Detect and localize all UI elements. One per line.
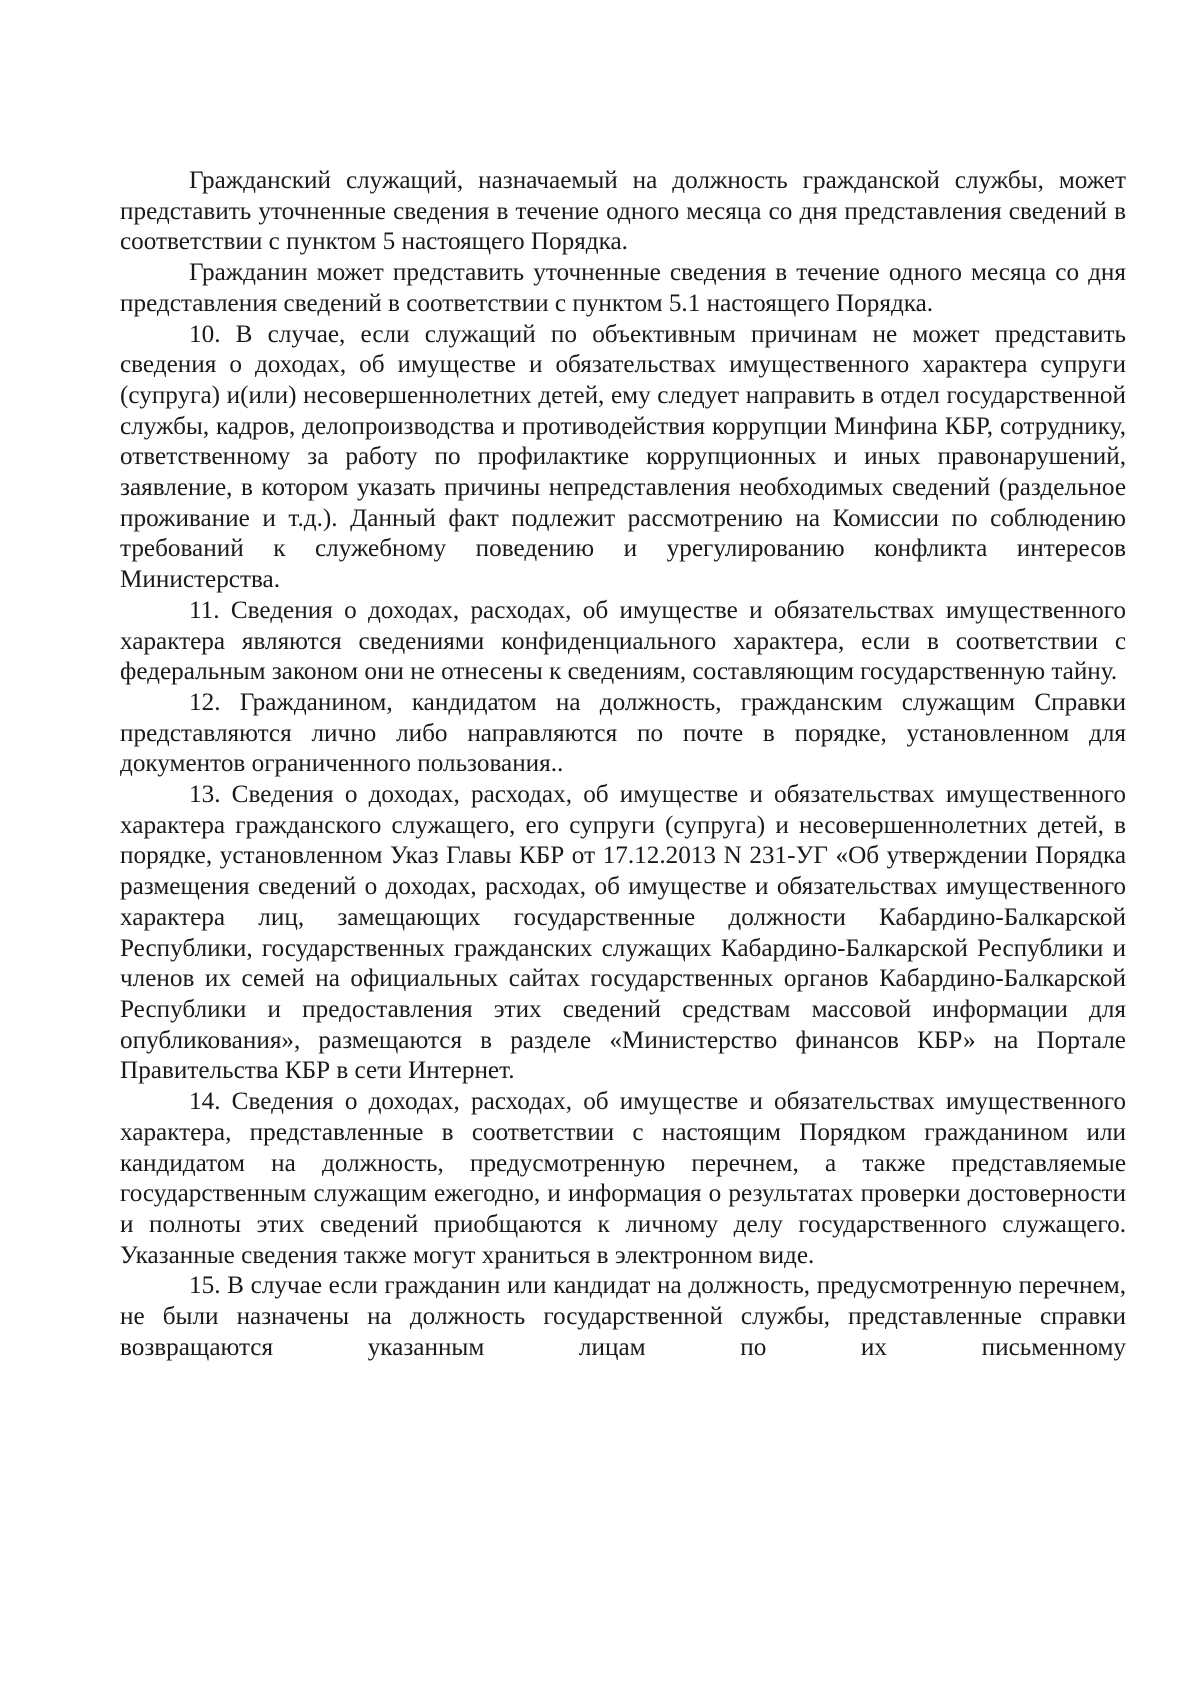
paragraph-citizen-update: Гражданин может представить уточненные сведения в течение одного месяца со дня представления сведений в соответствии с пунктом 5.1 настоящего Порядка.: [120, 259, 1126, 317]
paragraph-item-11: 11. Сведения о доходах, расходах, об имуществе и обязательствах имущественного характера являются сведениями конфиденциального характера, если в соответствии с федеральным законом они не отнесены к сведениям, составляющим государственную тайну.: [120, 596, 1126, 686]
paragraph-item-14: 14. Сведения о доходах, расходах, об имуществе и обязательствах имущественного характера, представленные в соответствии с настоящим Порядком гражданином или кандидатом на должность, предусмотренную перечнем, а также представляемые государственным служащим ежегодно, и информация о результатах проверки достоверности и полноты этих сведений приобщаются к личному делу государственного служащего. Указанные сведения также могут храниться в электронном виде.: [120, 1088, 1126, 1269]
paragraph-item-12: 12. Гражданином, кандидатом на должность, гражданским служащим Справки представляются лично либо направляются по почте в порядке, установленном для документов ограниченного пользования..: [120, 688, 1126, 778]
document-body: [120, 166, 1126, 1363]
paragraph-item-10: 10. В случае, если служащий по объективным причинам не может представить сведения о доходах, об имуществе и обязательствах имущественного характера супруги (супруга) и(или) несовершеннолетних детей, ему следует направить в отдел государственной службы, кадров, делопроизводства и противодействия коррупции Минфина КБР, сотруднику, ответственному за работу по профилактике коррупционных и иных правонарушений, заявление, в котором указать причины непредставления необходимых сведений (раздельное проживание и т.д.). Данный факт подлежит рассмотрению на Комиссии по соблюдению требований к служебному поведению и урегулированию конфликта интересов Министерства.: [120, 320, 1126, 594]
paragraph-item-13: 13. Сведения о доходах, расходах, об имуществе и обязательствах имущественного характера гражданского служащего, его супруги (супруга) и несовершеннолетних детей, в порядке, установленном Указ Главы КБР от 17.12.2013 N 231-УГ «Об утверждении Порядка размещения сведений о доходах, расходах, об имуществе и обязательствах имущественного характера лиц, замещающих государственные должности Кабардино-Балкарской Республики, государственных гражданских служащих Кабардино-Балкарской Республики и членов их семей на официальных сайтах государственных органов Кабардино-Балкарской Республики и предоставления этих сведений средствам массовой информации для опубликования», размещаются в разделе «Министерство финансов КБР» на Портале Правительства КБР в сети Интернет.: [120, 781, 1126, 1085]
paragraph-item-15: 15. В случае если гражданин или кандидат на должность, предусмотренную перечнем, не были назначены на должность государственной службы, представленные справки возвращаются указанным лицам по их письменному: [120, 1272, 1126, 1361]
paragraph-civil-servant-update: Гражданский служащий, назначаемый на должность гражданской службы, может представить уточненные сведения в течение одного месяца со дня представления сведений в соответствии с пунктом 5 настоящего Порядка.: [120, 167, 1126, 256]
